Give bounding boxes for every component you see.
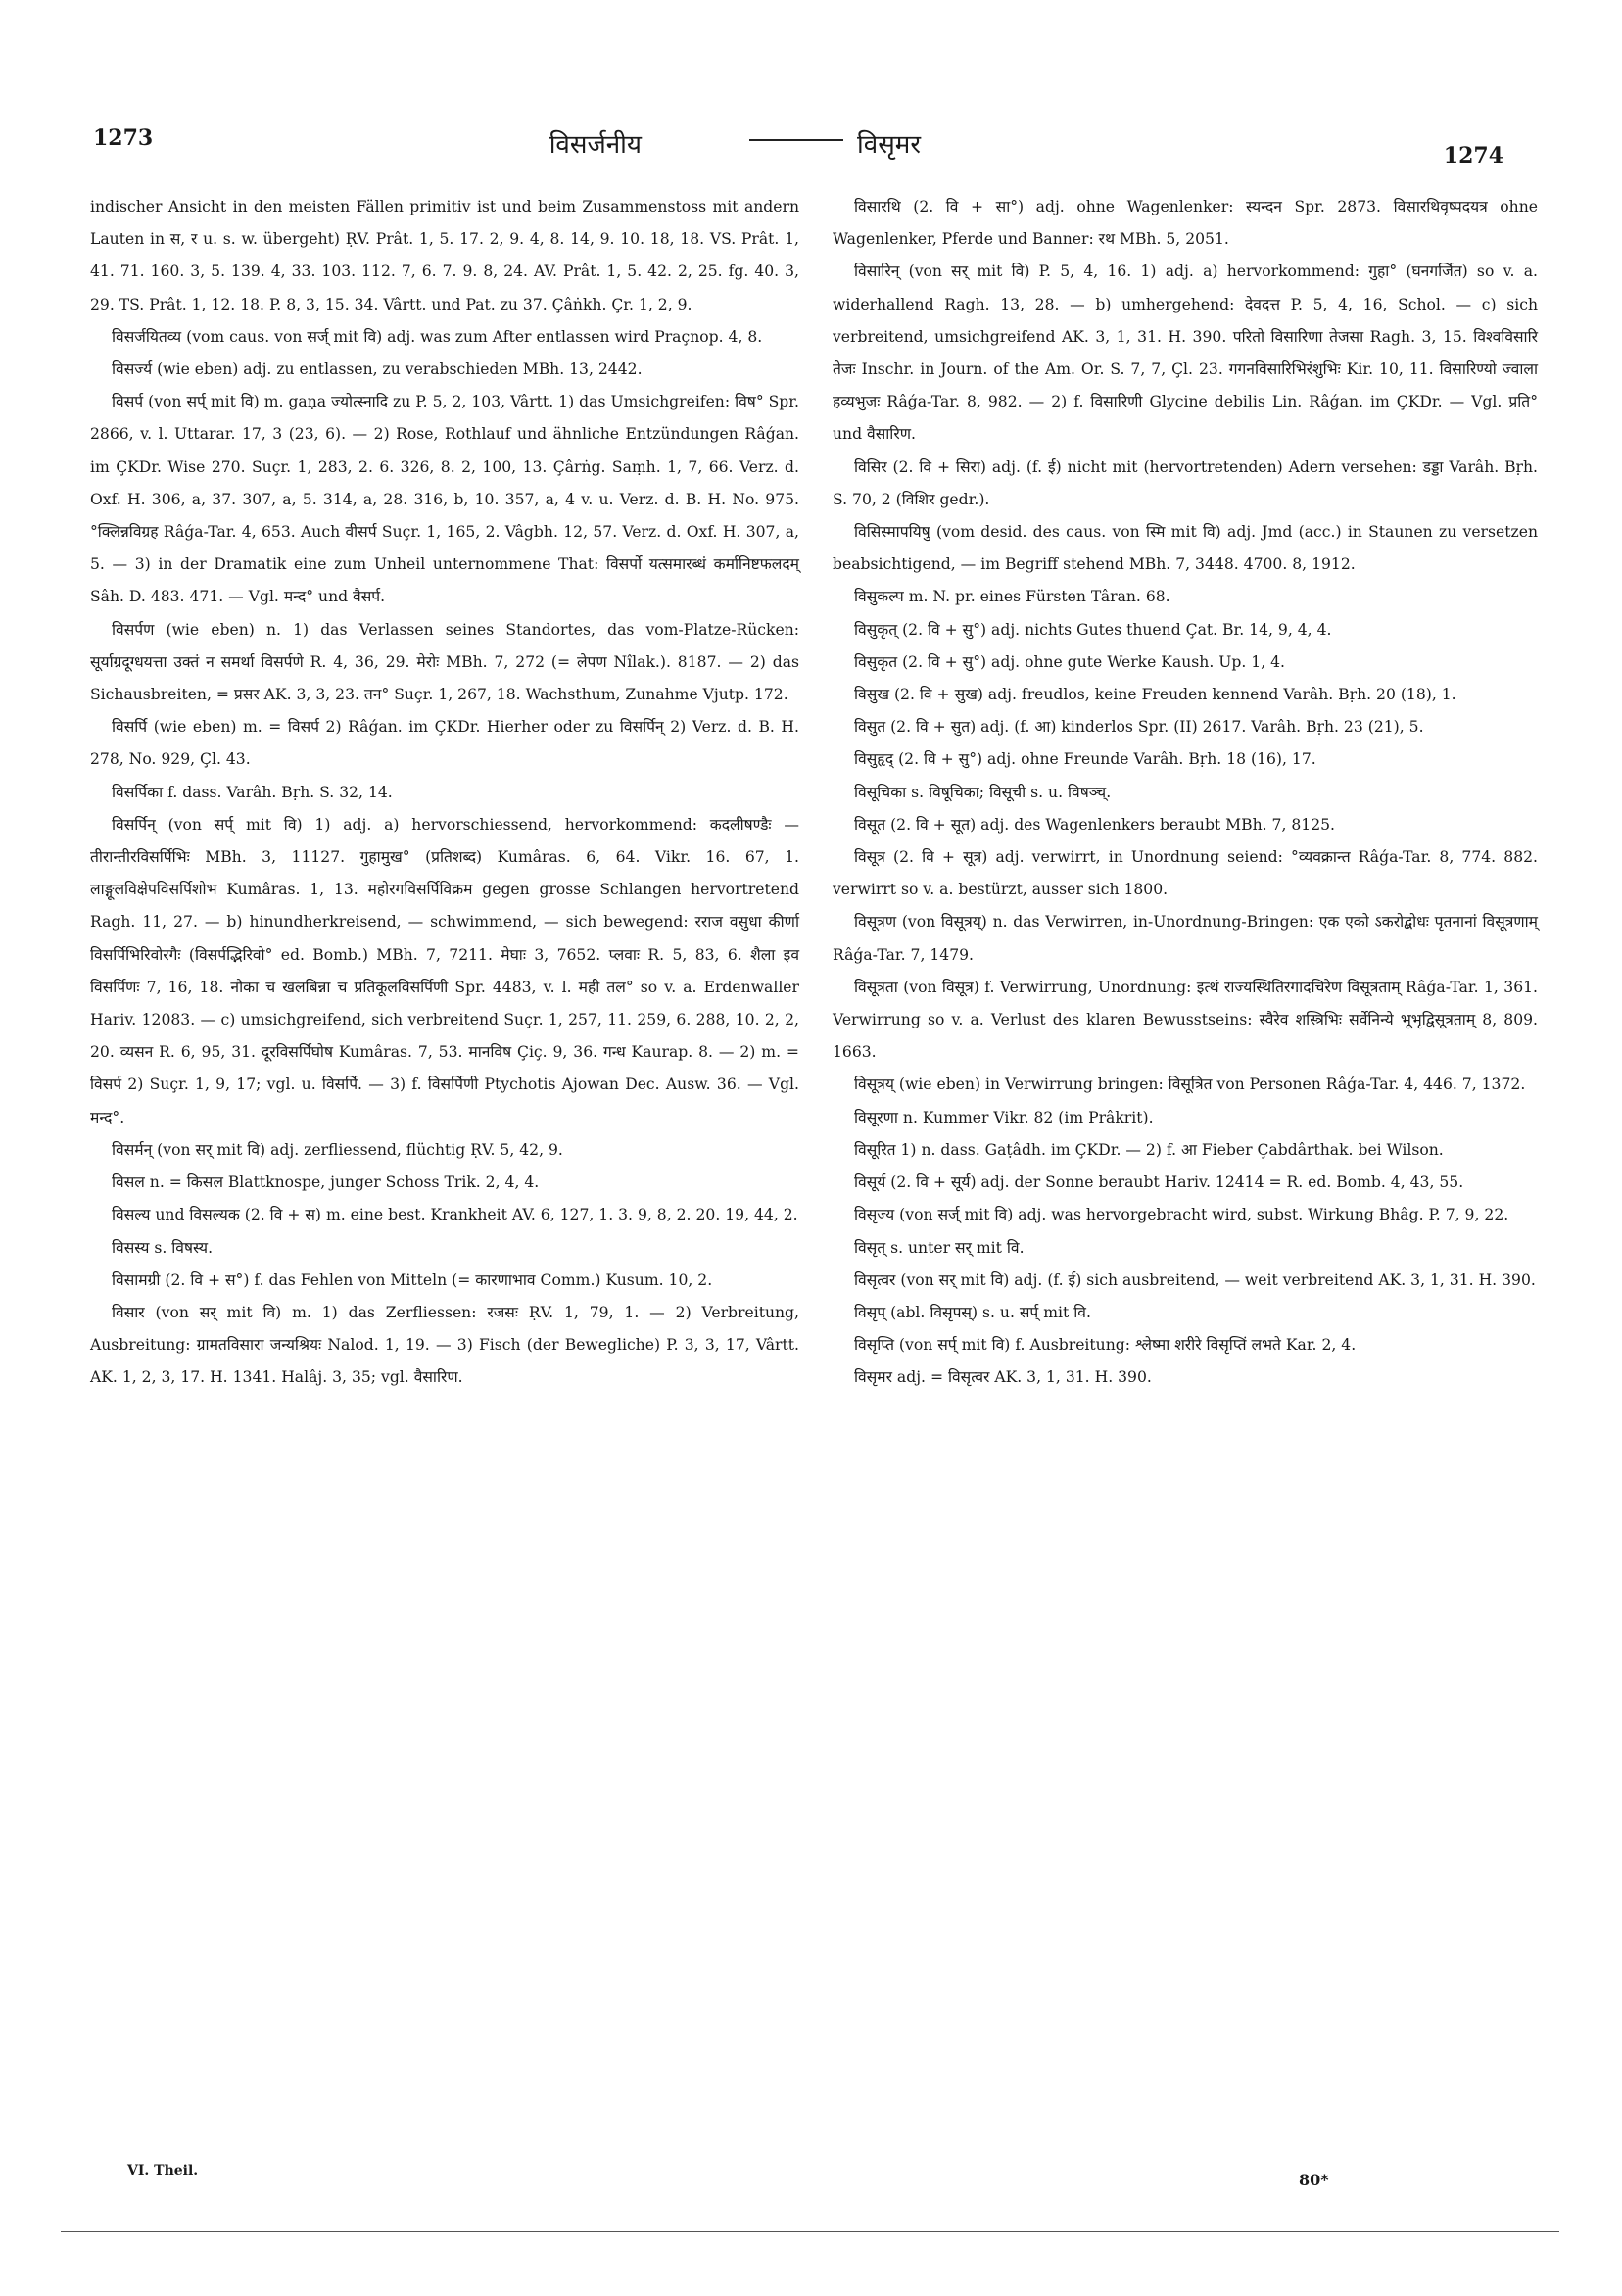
entry: विसृत्वर (von सर् mit वि) adj. (f. ई) sich ausbreitend, — weit verbreitend AK. 3, 1, 31. H. 390. bbox=[854, 1270, 1536, 1289]
entry: विसारिन् (von सर् mit वि) P. 5, 4, 16. 1) adj. a) hervorkommend: गुहा° (घनगर्जित) so v. a. widerhallend Ragh. 13, 28. — b) umhergehend: देवदत्त P. 5, 4, 16, Schol. — c) sich verbreitend, umsichgreifend AK. 3, 1, 31. H. 390. परितो विसारिणा तेजसा Ragh. 3, 15. विश्वविसारि तेजः Inschr. in Journ. of the Am. Or. S. 7, 7, Çl. 23. गगनविसारिभिरंशुभिः Kir. 10, 11. विसारिण्यो ज्वाला हव्यभुजः Râǵa-Tar. 8, 982. — 2) f. विसारिणी Glycine debilis Lin. Râǵan. im ÇKDr. — Vgl. प्रति° und वैसारिण. bbox=[833, 263, 1538, 444]
page-number-right: 1274 bbox=[1443, 143, 1503, 168]
entry: विसूर्य (2. वि + सूर्य) adj. der Sonne beraubt Hariv. 12414 = R. ed. Bomb. 4, 43, 55. bbox=[854, 1173, 1464, 1192]
entry: विसुकृत् (2. वि + सु°) adj. nichts Gutes thuend Çat. Br. 14, 9, 4, 4. bbox=[854, 620, 1332, 639]
entry: विसर्पिन् (von सर्प् mit वि) 1) adj. a) hervorschiessend, hervorkommend: कदलीषण्डैः — तीरान्तीरविसर्पिभिः MBh. 3, 11127. गुहामुख° (प्रतिशब्द) Kumâras. 6, 64. Vikr. 16. 67, 1. लाङ्गूलविक्षेपविसर्पिशोभ Kumâras. 1, 13. महोरगविसर्पिविक्रम gegen grosse Schlangen hervortretend Ragh. 11, 27. — b) hinundherkreisend, — schwimmend, — sich bewegend: रराज वसुधा कीर्णा विसर्पिभिरिवोरगैः (विसर्पद्भिरिवो° ed. Bomb.) MBh. 7, 7211. मेघाः 3, 7652. प्लवाः R. 5, 83, 6. शैला इव विसर्पिणः 7, 16, 18. नौका च खलबिन्ना च प्रतिकूलविसर्पिणी Spr. 4483, v. l. मही तल° so v. a. Erdenwaller Hariv. 12083. — c) umsichgreifend, sich verbreitend Suçr. 1, 257, 11. 259, 6. 288, 10. 2, 2, 20. व्यसन R. 6, 95, 31. दूरविसर्पिघोष Kumâras. 7, 53. मानविष Çiç. 9, 36. गन्ध Kaurap. 8. — 2) m. = विसर्प 2) Suçr. 1, 9, 17; vgl. u. विसर्पि. — 3) f. विसर्पिणी Ptychotis Ajowan Dec. Ausw. 36. — Vgl. मन्द°. bbox=[90, 815, 799, 1126]
entry: विसुहृद् (2. वि + सु°) adj. ohne Freunde Varâh. Bṛh. 18 (16), 17. bbox=[854, 750, 1316, 769]
entry: विसल्य und विसल्यक (2. वि + स) m. eine best. Krankheit AV. 6, 127, 1. 3. 9, 8, 2. 20. 19, 44, 2. bbox=[112, 1206, 798, 1224]
entry: विसर्जयितव्य (vom caus. von सर्ज् mit वि) adj. was zum After entlassen wird Praçnop. 4, 8. bbox=[112, 327, 763, 346]
entry: विसुख (2. वि + सुख) adj. freudlos, keine Freuden kennend Varâh. Bṛh. 20 (18), 1. bbox=[854, 686, 1456, 704]
entry: विसार (von सर् mit वि) m. 1) das Zerfliessen: रजसः ṚV. 1, 79, 1. — 2) Verbreitung, Ausbreitung: ग्रामतविसारा जन्यश्रियः Nalod. 1, 19. — 3) Fisch (der Bewegliche) P. 3, 3, 17, Vârtt. AK. 1, 2, 3, 17. H. 1341. Halâj. 3, 35; vgl. वैसारिण. bbox=[90, 1303, 799, 1387]
entry: विसूत (2. वि + सूत) adj. des Wagenlenkers beraubt MBh. 7, 8125. bbox=[854, 815, 1336, 834]
entry: विसूरणा n. Kummer Vikr. 82 (im Prâkrit). bbox=[854, 1108, 1154, 1126]
running-headword-right: विसृमर bbox=[857, 130, 921, 160]
entry: विसारथि (2. वि + सा°) adj. ohne Wagenlenker: स्यन्दन Spr. 2873. विसारथिवृष्पदयत्र ohne Wagenlenker, Pferde und Banner: रथ MBh. 5, 2051. bbox=[833, 198, 1538, 249]
running-headword-left: विसर्जनीय bbox=[549, 130, 642, 160]
entry: विसृमर adj. = विसृत्वर AK. 3, 1, 31. H. 390. bbox=[854, 1368, 1152, 1387]
entry: विसृज्य (von सर्ज् mit वि) adj. was hervorgebracht wird, subst. Wirkung Bhâg. P. 7, 9, 22. bbox=[854, 1206, 1509, 1224]
entry: विसुत (2. वि + सुत) adj. (f. आ) kinderlos Spr. (II) 2617. Varâh. Bṛh. 23 (21), 5. bbox=[854, 718, 1424, 737]
entry: विसूत्रय् (wie eben) in Verwirrung bringen: विसूत्रित von Personen Râǵa-Tar. 4, 446. 7, 1372. bbox=[854, 1076, 1526, 1094]
entry: विसर्पिका f. dass. Varâh. Bṛh. S. 32, 14. bbox=[112, 783, 393, 801]
entry: indischer Ansicht in den meisten Fällen primitiv ist und beim Zusammenstoss mit andern Lauten in स, र u. s. w. übergeht) ṚV. Prât. 1, 5. 17. 2, 9. 4, 8. 14, 9. 10. 18, 18. VS. Prât. 1, 41. 71. 160. 3, 5. 139. 4, 33. 103. 112. 7, 6. 7. 9. 8, 24. AV. Prât. 1, 5. 42. 2, 25. fg. 40. 3, 29. TS. Prât. 1, 12. 18. P. 8, 3, 15. 34. Vârtt. und Pat. zu 37. Çâṅkh. Çr. 1, 2, 9. bbox=[90, 198, 799, 313]
entry: विसर्प (von सर्प् mit वि) m. gaṇa ज्योत्स्नादि zu P. 5, 2, 103, Vârtt. 1) das Umsichgreifen: विष° Spr. 2866, v. l. Uttarar. 17, 3 (23, 6). — 2) Rose, Rothlauf und ähnliche Entzündungen Râǵan. im ÇKDr. Wise 270. Suçr. 1, 283, 2. 6. 326, 8. 2, 100, 13. Çârṅg. Saṃh. 1, 7, 66. Verz. d. Oxf. H. 306, a, 37. 307, a, 5. 314, a, 28. 316, b, 10. 357, a, 4 v. u. Verz. d. B. H. No. 975. °क्लिन्नविग्रह Râǵa-Tar. 4, 653. Auch वीसर्प Suçr. 1, 165, 2. Vâgbh. 12, 57. Verz. d. Oxf. H. 307, a, 5. — 3) in der Dramatik eine zum Unheil unternommene That: विसर्पो यत्समारब्धं कर्मानिष्टफलदम् Sâh. D. 483. 471. — Vgl. मन्द° und वैसर्प. bbox=[90, 393, 799, 606]
entry: विसस्य s. विषस्य. bbox=[112, 1238, 214, 1257]
entry: विसूचिका s. विषूचिका; विसूची s. u. विषञ्च्. bbox=[854, 783, 1112, 801]
page-number-left: 1273 bbox=[93, 125, 154, 151]
entry: विसर्ज्य (wie eben) adj. zu entlassen, zu verabschieden MBh. 13, 2442. bbox=[112, 360, 643, 379]
entry: विसुकल्प m. N. pr. eines Fürsten Târan. 68. bbox=[854, 588, 1170, 606]
entry: विसर्पि (wie eben) m. = विसर्प 2) Râǵan. im ÇKDr. Hierher oder zu विसर्पिन् 2) Verz. d. B. H. 278, No. 929, Çl. 43. bbox=[90, 718, 799, 769]
entry: विसूत्रण (von विसूत्रय्) n. das Verwirren, in-Unordnung-Bringen: एक एको ऽकरोद्बोधः पृतनानां विसूत्रणाम् Râǵa-Tar. 7, 1479. bbox=[833, 913, 1538, 964]
entry: विसर्पण (wie eben) n. 1) das Verlassen seines Standortes, das vom-Platze-Rücken: सूर्याग्रदूग्धयत्ता उक्तं न समर्था विसर्पणे R. 4, 36, 29. मेरोः MBh. 7, 272 (= लेपण Nîlak.). 8187. — 2) das Sichausbreiten, = प्रसर AK. 3, 3, 23. तन° Suçr. 1, 267, 18. Wachsthum, Zunahme Vjutp. 172. bbox=[90, 620, 799, 704]
right-column bbox=[833, 191, 1538, 1395]
entry: विसूरित 1) n. dass. Gaṭâdh. im ÇKDr. — 2) f. आ Fieber Çabdârthak. bei Wilson. bbox=[854, 1140, 1444, 1159]
page-header bbox=[93, 125, 1503, 168]
header-dash bbox=[749, 139, 843, 141]
entry: विसृप् (abl. विसृपस्) s. u. सर्प् mit वि. bbox=[854, 1303, 1091, 1321]
entry: विसामग्री (2. वि + स°) f. das Fehlen von Mitteln (= कारणाभाव Comm.) Kusum. 10, 2. bbox=[112, 1270, 713, 1289]
entry: विसुकृत (2. वि + सु°) adj. ohne gute Werke Kaush. Up. 1, 4. bbox=[854, 652, 1285, 671]
entry: विसूत्र (2. वि + सूत्र) adj. verwirrt, in Unordnung seiend: °व्यवक्रान्त Râǵa-Tar. 8, 774. 882. verwirrt so v. a. bestürzt, ausser sich 1800. bbox=[833, 848, 1538, 899]
entry: विसर्मन् (von सर् mit वि) adj. zerfliessend, flüchtig ṚV. 5, 42, 9. bbox=[112, 1140, 563, 1159]
entry: विसिस्मापयिषु (vom desid. des caus. von स्मि mit वि) adj. Jmd (acc.) in Staunen zu versetzen beabsichtigend, — im Begriff stehend MBh. 7, 3448. 4700. 8, 1912. bbox=[833, 523, 1538, 574]
volume-note: VI. Theil. bbox=[127, 2163, 199, 2178]
signature-mark: 80* bbox=[1299, 2171, 1329, 2189]
entry: विसूत्रता (von विसूत्र) f. Verwirrung, Unordnung: इत्थं राज्यस्थितिरगादचिरेण विसूत्रताम् Râǵa-Tar. 1, 361. Verwirrung so v. a. Verlust des klaren Bewusstseins: स्वैरेव शस्त्रिभिः सर्वेनिन्ये भूभृद्विसूत्रताम् 8, 809. 1663. bbox=[833, 978, 1538, 1062]
footer-rule bbox=[61, 2231, 1559, 2232]
entry: विसल n. = किसल Blattknospe, junger Schoss Trik. 2, 4, 4. bbox=[112, 1173, 540, 1192]
entry: विसिर (2. वि + सिरा) adj. (f. ई) nicht mit (hervortretenden) Adern versehen: डड्डा Varâh. Bṛh. S. 70, 2 (विशिर gedr.). bbox=[833, 457, 1538, 508]
left-column bbox=[90, 191, 799, 1395]
entry: विसृत् s. unter सर् mit वि. bbox=[854, 1238, 1025, 1257]
entry: विसृप्ति (von सर्प् mit वि) f. Ausbreitung: श्लेष्मा शरीरे विसृप्तिं लभते Kar. 2, 4. bbox=[854, 1336, 1357, 1355]
